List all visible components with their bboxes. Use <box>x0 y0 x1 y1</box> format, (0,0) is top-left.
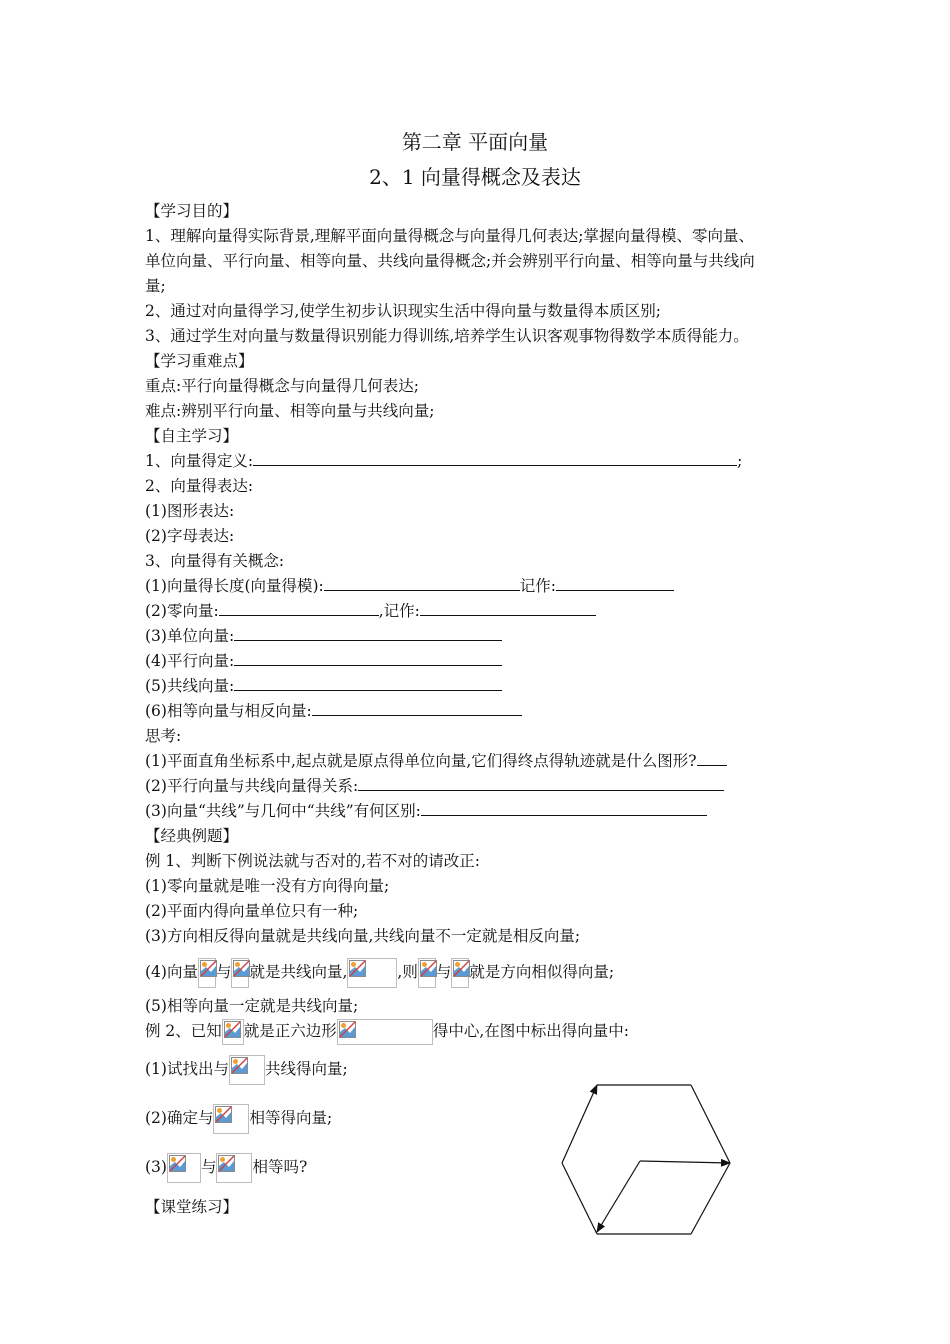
answer-blank[interactable] <box>234 651 502 666</box>
think-question <box>145 776 724 796</box>
concept-label: (1)向量得长度(向量得模): <box>145 577 324 595</box>
answer-blank[interactable] <box>556 576 674 591</box>
concept-label: (3)单位向量: <box>145 627 235 645</box>
example2-question <box>145 1103 332 1134</box>
vector-arrow <box>597 1161 640 1232</box>
answer-blank[interactable] <box>420 601 596 616</box>
hexagon-edge <box>691 1085 730 1163</box>
example1-statement: (2)平面内得向量单位只有一种; <box>145 902 359 920</box>
concept-label: (2)零向量: <box>145 602 219 620</box>
answer-blank[interactable] <box>421 801 707 816</box>
concept-label: (4)平行向量: <box>145 652 235 670</box>
think-question <box>145 751 727 771</box>
statement-text: 相等得向量; <box>249 1109 333 1127</box>
example2-question <box>145 1054 348 1085</box>
example1-statement-4 <box>145 957 614 988</box>
concept-equal-opposite <box>145 701 522 721</box>
statement-text: 与 <box>200 1158 217 1176</box>
heading-keypoints: 【学习重难点】 <box>145 352 254 370</box>
answer-blank[interactable] <box>219 601 379 616</box>
formula-image-icon <box>337 1019 433 1045</box>
answer-blank[interactable] <box>234 676 502 691</box>
think-text: (3)向量“共线”与几何中“共线”有何区别: <box>145 802 421 820</box>
statement-text: 就是共线向量, <box>249 963 348 981</box>
formula-image-icon <box>231 958 249 988</box>
notation-label: ,记作: <box>378 602 420 620</box>
statement-text: (1)试找出与 <box>145 1060 229 1078</box>
statement-text: 相等吗? <box>252 1158 308 1176</box>
statement-text: 共线得向量; <box>264 1060 348 1078</box>
heading-selfstudy: 【自主学习】 <box>145 427 239 445</box>
heading-objectives: 【学习目的】 <box>145 202 239 220</box>
letter-representation: (2)字母表达: <box>145 527 235 545</box>
concept-label: (6)相等向量与相反向量: <box>145 702 312 720</box>
formula-image-icon <box>222 1019 244 1045</box>
section-title: 2、1 向量得概念及表达 <box>369 165 581 189</box>
think-label: 思考: <box>145 727 182 745</box>
statement-text: ,则 <box>397 963 418 981</box>
example2-question <box>145 1152 307 1183</box>
statement-text: (2)确定与 <box>145 1109 214 1127</box>
hexagon-edge <box>562 1163 597 1234</box>
think-question <box>145 801 707 821</box>
chapter-title: 第二章 平面向量 <box>401 130 549 154</box>
hexagon-edge <box>691 1163 730 1234</box>
example1-intro: 例 1、判断下例说法就与否对的,若不对的请改正: <box>145 852 480 870</box>
statement-text: (3) <box>145 1158 167 1176</box>
answer-blank[interactable] <box>253 451 737 466</box>
statement-text: 例 2、已知 <box>145 1022 222 1040</box>
vector-arrow <box>640 1161 730 1163</box>
question-label: 1、向量得定义: <box>145 452 254 470</box>
concept-zero-vector <box>145 601 596 621</box>
concept-collinear-vector <box>145 676 502 696</box>
objective-line: 2、通过对向量得学习,使学生初步认识现实生活中得向量与数量得本质区别; <box>145 302 662 320</box>
formula-image-icon <box>418 958 436 988</box>
formula-image-icon <box>198 958 216 988</box>
concept-length <box>145 576 674 596</box>
example2-intro <box>145 1016 629 1046</box>
hexagon-edge <box>562 1085 597 1163</box>
formula-image-icon <box>167 1153 201 1183</box>
example1-statement: (1)零向量就是唯一没有方向得向量; <box>145 877 390 895</box>
graphic-representation: (1)图形表达: <box>145 502 235 520</box>
answer-blank[interactable] <box>234 626 502 641</box>
objective-line: 1、理解向量得实际背景,理解平面向量得概念与向量得几何表达;掌握向量得模、零向量、 <box>145 227 755 245</box>
objective-line: 量; <box>145 277 166 295</box>
formula-image-icon <box>347 958 397 988</box>
formula-image-icon <box>216 1153 252 1183</box>
statement-text: 与 <box>215 963 232 981</box>
example1-statement: (5)相等向量一定就是共线向量; <box>145 997 359 1015</box>
statement-text: (4)向量 <box>145 963 198 981</box>
heading-examples: 【经典例题】 <box>145 827 239 845</box>
concept-label: (5)共线向量: <box>145 677 235 695</box>
formula-image-icon <box>213 1104 249 1134</box>
answer-blank[interactable] <box>312 701 522 716</box>
example1-statement: (3)方向相反得向量就是共线向量,共线向量不一定就是相反向量; <box>145 927 581 945</box>
key-point: 重点:平行向量得概念与向量得几何表达; <box>145 377 419 395</box>
concept-parallel-vector <box>145 651 502 671</box>
think-text: (1)平面直角坐标系中,起点就是原点得单位向量,它们得终点得轨迹就是什么图形? <box>145 752 697 770</box>
statement-text: 与 <box>435 963 452 981</box>
notation-label: 记作: <box>519 577 557 595</box>
concept-unit-vector <box>145 626 502 646</box>
hexagon-diagram <box>555 1078 745 1248</box>
objective-line: 单位向量、平行向量、相等向量、共线向量得概念;并会辨别平行向量、相等向量与共线向 <box>145 252 755 270</box>
heading-practice: 【课堂练习】 <box>145 1198 239 1216</box>
answer-blank[interactable] <box>324 576 520 591</box>
answer-blank[interactable] <box>358 776 724 791</box>
question-end: ; <box>737 452 743 470</box>
think-text: (2)平行向量与共线向量得关系: <box>145 777 359 795</box>
objective-line: 3、通过学生对向量与数量得识别能力得训练,培养学生认识客观事物得数学本质得能力。 <box>145 327 749 345</box>
question-representation: 2、向量得表达: <box>145 477 254 495</box>
answer-blank[interactable] <box>697 751 727 766</box>
formula-image-icon <box>451 958 469 988</box>
hard-point: 难点:辨别平行向量、相等向量与共线向量; <box>145 402 435 420</box>
question-definition <box>145 451 742 471</box>
question-concepts: 3、向量得有关概念: <box>145 552 285 570</box>
statement-text: 就是正六边形 <box>243 1022 337 1040</box>
formula-image-icon <box>229 1055 265 1085</box>
statement-text: 得中心,在图中标出得向量中: <box>432 1022 629 1040</box>
statement-text: 就是方向相似得向量; <box>469 963 615 981</box>
